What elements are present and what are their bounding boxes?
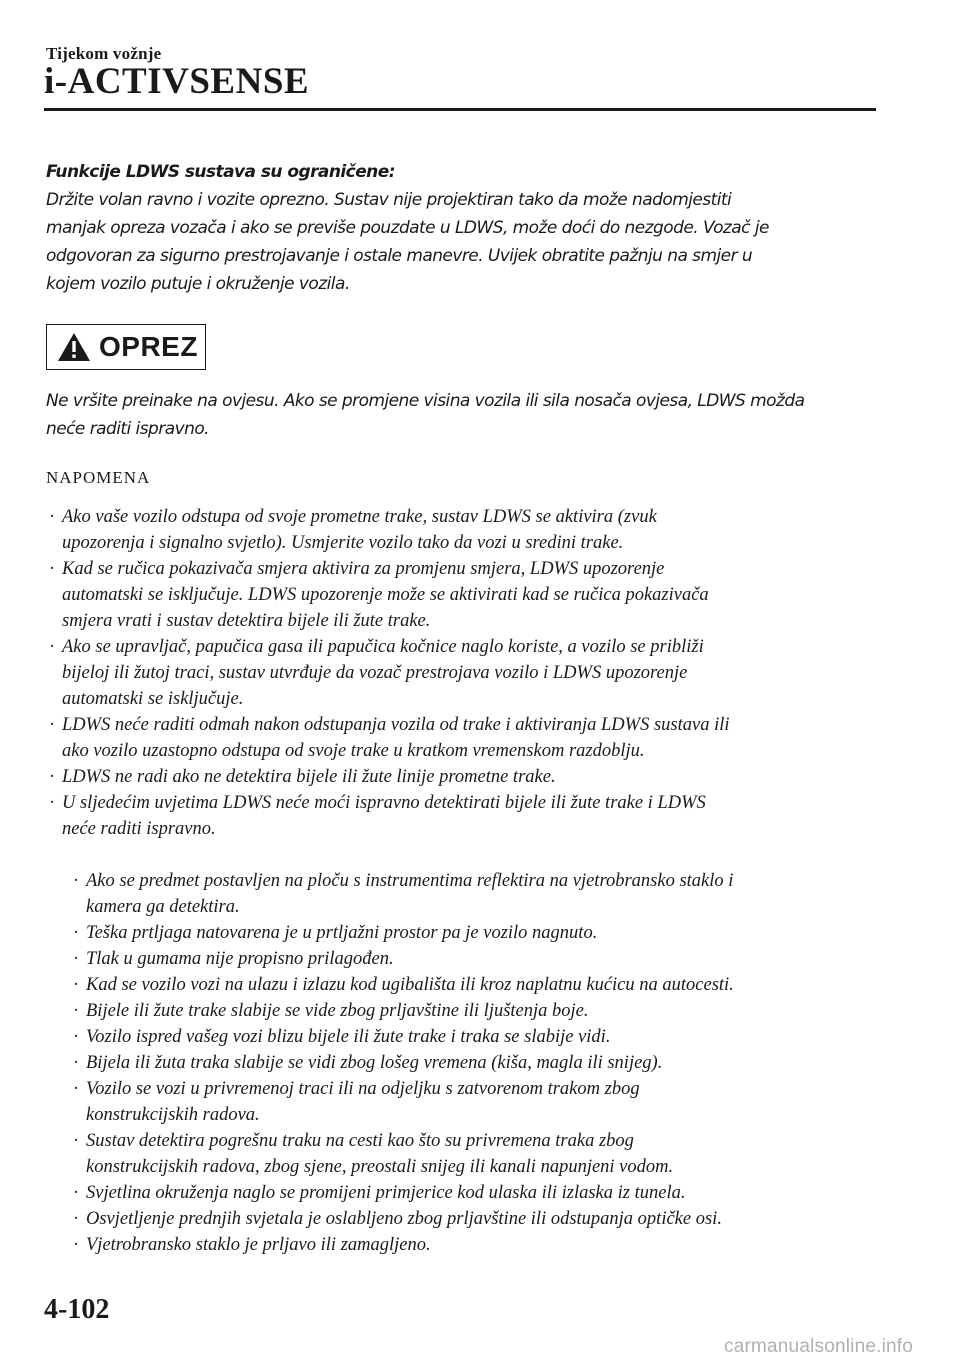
bullet-icon: · [73, 1053, 80, 1073]
sub-list-item-line: Vozilo ispred vašeg vozi blizu bijele ili žute trake i traka se slabije vidi. [86, 1027, 611, 1047]
sub-list-item [70, 1206, 890, 1232]
sub-list-item [70, 1076, 890, 1128]
list-item [46, 712, 886, 764]
bullet-icon: · [73, 1209, 80, 1229]
sub-list-item-line: kamera ga detektira. [86, 897, 240, 917]
sub-list-item-line: Osvjetljenje prednjih svjetala je oslabljeno zbog prljavštine ili odstupanja optičke osi. [86, 1209, 722, 1229]
list-item [46, 764, 886, 790]
bullet-icon: · [73, 1235, 80, 1255]
bullet-icon: · [49, 507, 56, 527]
sub-list-item-line: konstrukcijskih radova, zbog sjene, preostali snijeg ili kanali napunjeni vodom. [86, 1157, 674, 1177]
warning-block [46, 158, 886, 298]
sub-list-item-line: Kad se vozilo vozi na ulazu i izlazu kod ugibališta ili kroz naplatnu kućicu na autocesti. [86, 975, 734, 995]
sub-list-item-line: Bijela ili žuta traka slabije se vidi zbog lošeg vremena (kiša, magla ili snijeg). [86, 1053, 663, 1073]
bullet-icon: · [73, 1183, 80, 1203]
bullet-icon: · [49, 793, 56, 813]
list-item [46, 556, 886, 634]
bullet-icon: · [73, 1001, 80, 1021]
list-item-line: LDWS neće raditi odmah nakon odstupanja vozila od trake i aktiviranja LDWS sustava ili [62, 715, 730, 735]
sub-list-item [70, 1024, 890, 1050]
caution-label: OPREZ [99, 331, 198, 362]
list-item [46, 504, 886, 556]
bullet-icon: · [73, 949, 80, 969]
caution-line: neće raditi ispravno. [46, 419, 210, 439]
note-list [46, 504, 886, 842]
bullet-icon: · [73, 1131, 80, 1151]
watermark: carmanualsonline.info [724, 1336, 914, 1357]
page-title: i-ACTIVSENSE [44, 61, 310, 102]
bullet-icon: · [73, 871, 80, 891]
list-item-line: Kad se ručica pokazivača smjera aktivira za promjenu smjera, LDWS upozorenje [62, 559, 665, 579]
list-item-line: Ako se upravljač, papučica gasa ili papučica kočnice naglo koriste, a vozilo se približi [62, 637, 704, 657]
list-item-line: Ako vaše vozilo odstupa od svoje prometne trake, sustav LDWS se aktivira (zvuk [62, 507, 657, 527]
sub-list-item [70, 972, 890, 998]
sub-list-item-line: Vozilo se vozi u privremenoj traci ili na odjeljku s zatvorenom trakom zbog [86, 1079, 640, 1099]
list-item-line: automatski se isključuje. [62, 689, 244, 709]
sub-list-item-line: Sustav detektira pogrešnu traku na cesti kao što su privremena traka zbog [86, 1131, 634, 1151]
list-item-line: neće raditi ispravno. [62, 819, 216, 839]
page-number: 4-102 [44, 1294, 110, 1325]
list-item-line: upozorenja i signalno svjetlo). Usmjerite vozilo tako da vozi u sredini trake. [62, 533, 624, 553]
sub-list-item [70, 1180, 890, 1206]
bullet-icon: · [49, 767, 56, 787]
bullet-icon: · [49, 637, 56, 657]
sub-list-item-line: Svjetlina okruženja naglo se promijeni primjerice kod ulaska ili izlaska iz tunela. [86, 1183, 686, 1203]
sub-list-item-line: konstrukcijskih radova. [86, 1105, 260, 1125]
sub-list-item-line: Tlak u gumama nije propisno prilagođen. [86, 949, 394, 969]
note-heading: NAPOMENA [46, 468, 151, 487]
sub-list-item [70, 1128, 890, 1180]
sub-list-item [70, 920, 890, 946]
caution-line: Ne vršite preinake na ovjesu. Ako se promjene visina vozila ili sila nosača ovjesa, LDWS možda [46, 391, 805, 411]
sub-list-item [70, 1050, 890, 1076]
caution-text [46, 387, 896, 443]
sub-list-item [70, 946, 890, 972]
bullet-icon: · [49, 715, 56, 735]
warning-line: kojem vozilo putuje i okruženje vozila. [46, 274, 350, 294]
list-item-line: ako vozilo uzastopno odstupa od svoje trake u kratkom vremenskom razdoblju. [62, 741, 645, 761]
warning-line: odgovoran za sigurno prestrojavanje i ostale manevre. Uvijek obratite pažnju na smjer u [46, 246, 753, 266]
sub-list-item-line: Ako se predmet postavljen na ploču s instrumentima reflektira na vjetrobransko staklo i [86, 871, 734, 891]
warning-line: Držite volan ravno i vozite oprezno. Sustav nije projektiran tako da može nadomjestiti [46, 190, 732, 210]
bullet-icon: · [73, 923, 80, 943]
sub-list-item [70, 1232, 890, 1258]
sub-list-item-line: Teška prtljaga natovarena je u prtljažni prostor pa je vozilo nagnuto. [86, 923, 598, 943]
bullet-icon: · [73, 1027, 80, 1047]
sub-list-item-line: Bijele ili žute trake slabije se vide zbog prljavštine ili ljuštenja boje. [86, 1001, 589, 1021]
list-item-line: LDWS ne radi ako ne detektira bijele ili žute linije prometne trake. [62, 767, 556, 787]
warning-heading: Funkcije LDWS sustava su ograničene: [46, 162, 395, 182]
list-item [46, 634, 886, 712]
bullet-icon: · [73, 975, 80, 995]
list-item [46, 790, 886, 842]
sub-list [70, 868, 890, 1258]
section-label: Tijekom vožnje [46, 44, 162, 63]
caution-badge [46, 324, 206, 370]
list-item-line: smjera vrati i sustav detektira bijele ili žute trake. [62, 611, 431, 631]
list-item-line: automatski se isključuje. LDWS upozorenje može se aktivirati kad se ručica pokazivača [62, 585, 709, 605]
sub-list-item-line: Vjetrobransko staklo je prljavo ili zamagljeno. [86, 1235, 431, 1255]
warning-line: manjak opreza vozača i ako se previše pouzdate u LDWS, može doći do nezgode. Vozač je [46, 218, 769, 238]
header-divider [44, 108, 876, 111]
list-item-line: U sljedećim uvjetima LDWS neće moći ispravno detektirati bijele ili žute trake i LDWS [62, 793, 706, 813]
sub-list-item [70, 998, 890, 1024]
warning-triangle-icon [57, 332, 91, 362]
bullet-icon: · [73, 1079, 80, 1099]
bullet-icon: · [49, 559, 56, 579]
sub-list-item [70, 868, 890, 920]
list-item-line: bijeloj ili žutoj traci, sustav utvrđuje da vozač prestrojava vozilo i LDWS upozorenje [62, 663, 688, 683]
